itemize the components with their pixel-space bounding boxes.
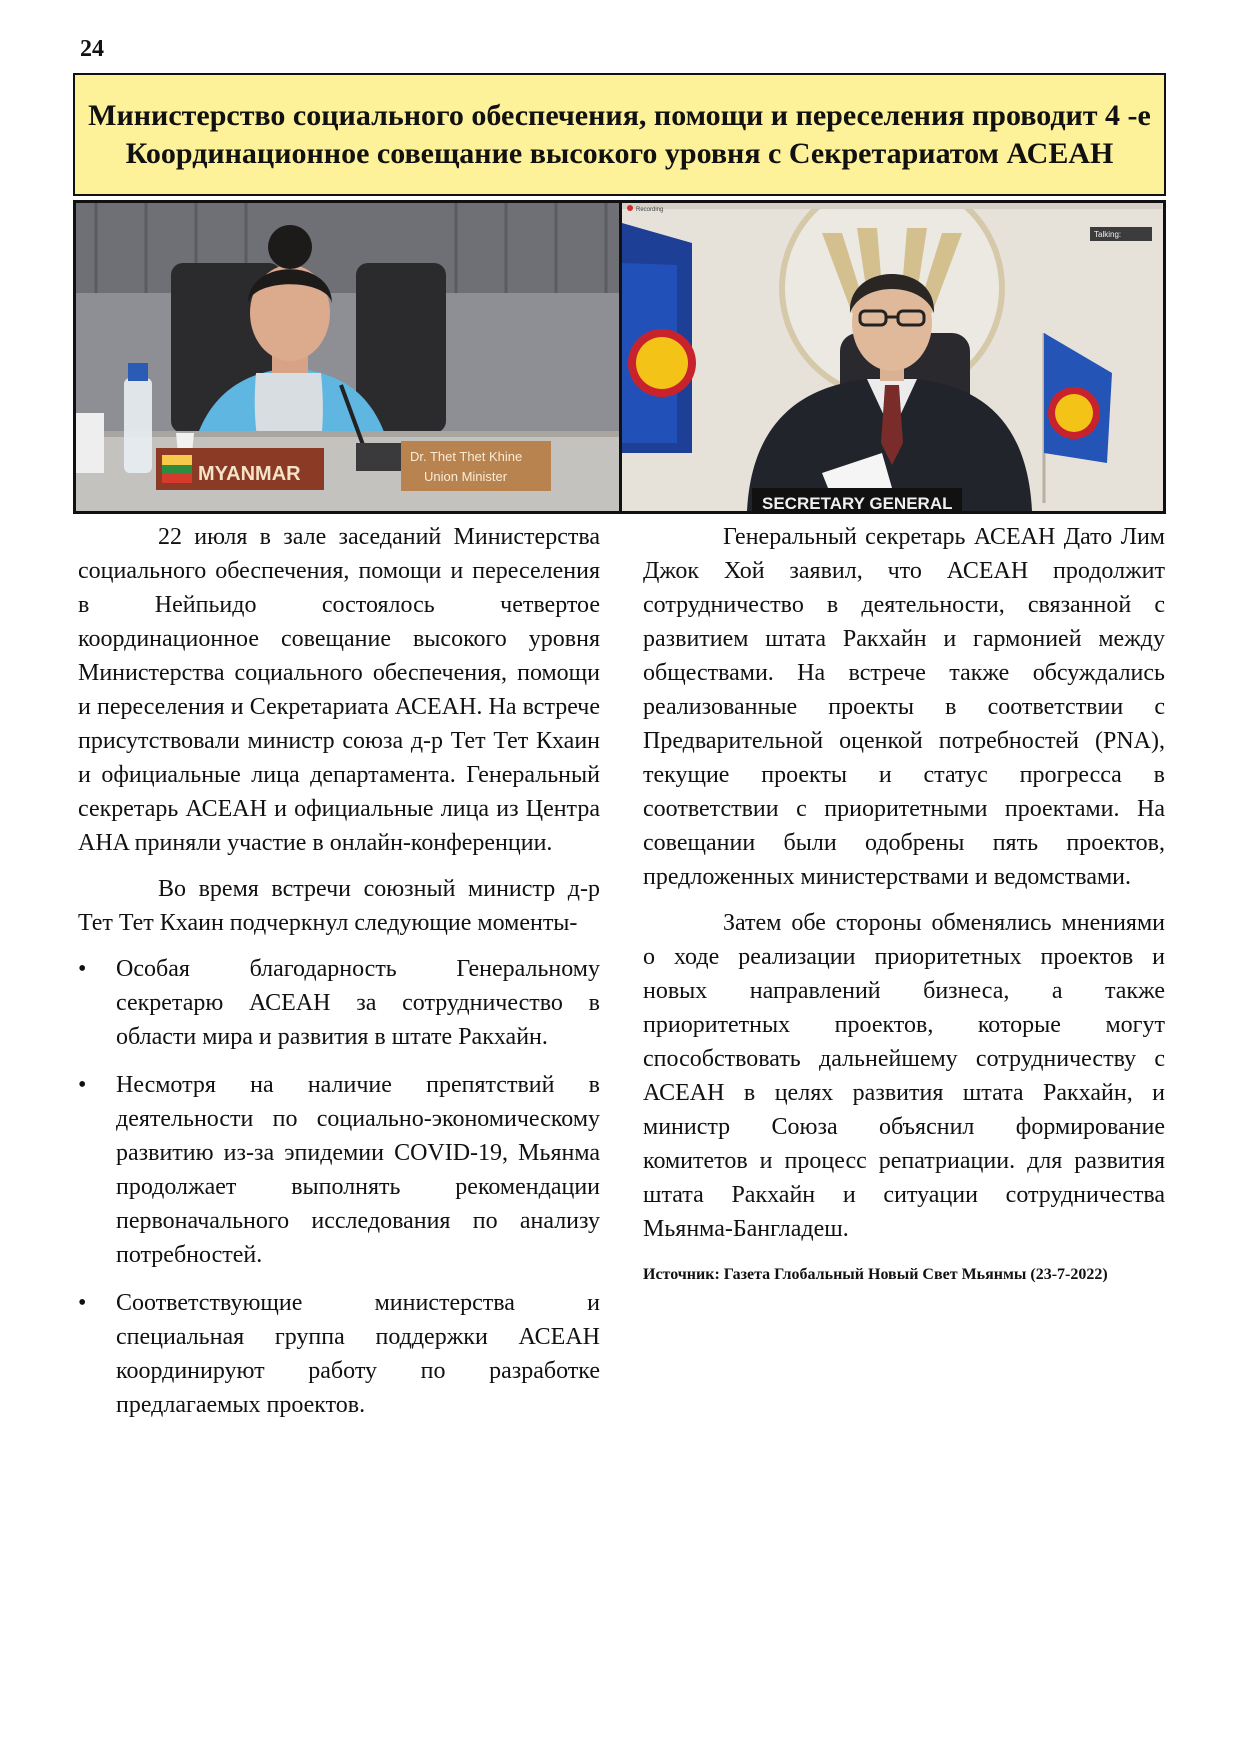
photo-union-minister <box>76 203 619 511</box>
name-plate-line2: Union Minister <box>424 469 508 484</box>
list-item-text: Особая благодарность Генеральному секретарю АСЕАН за сотрудничество в области мира и развития в штате Ракхайн. <box>116 956 600 1050</box>
list-item <box>78 1068 600 1272</box>
article-body <box>78 520 1165 1436</box>
source-citation: Источник: Газета Глобальный Новый Свет Мьянмы (23-7-2022) <box>643 1266 1108 1283</box>
left-column <box>78 520 600 1436</box>
sg-name-plate-text: SECRETARY GENERAL <box>761 494 952 511</box>
left-paragraph-2: Во время встречи союзный министр д-р Тет Тет Кхаин подчеркнул следующие моменты- <box>78 876 600 936</box>
bullet-icon: • <box>78 1072 87 1098</box>
right-paragraph-1: Генеральный секретарь АСЕАН Дато Лим Джок Хой заявил, что АСЕАН продолжит сотрудничество в деятельности, связанной с развитием штата Ракхайн и гармонией между обществами. На встрече также обсуждались реализованные проекты в соответствии с Предварительной оценкой потребностей (PNA), текущие проекты и статус прогресса в соответствии с приоритетными проектами. На совещании были одобрены пять проектов, предложенных министерствами и ведомствами. <box>643 524 1165 890</box>
name-plate-line1: Dr. Thet Thet Khine <box>410 449 523 464</box>
article-title: Министерство социального обеспечения, помощи и переселения проводит 4 -е Координационное совещание высокого уровня с Секретариатом АСЕАН <box>88 98 1151 170</box>
list-item <box>78 1286 600 1422</box>
list-item-text: Соответствующие министерства и специальная группа поддержки АСЕАН координируют работу по разработке предлагаемых проектов. <box>116 1290 600 1418</box>
page-number: 24 <box>80 36 104 62</box>
left-paragraph-1: 22 июля в зале заседаний Министерства социального обеспечения, помощи и переселения в Нейпьидо состоялось четвертое координационное совещание высокого уровня Министерства социального обеспечения, помощи и переселения и Секретариата АСЕАН. На встрече присутствовали министр союза д-р Тет Тет Кхаин и официальные лица департамента. Генеральный секретарь АСЕАН и официальные лица из Центра AHA приняли участие в онлайн-конференции. <box>78 524 600 856</box>
bullet-list <box>78 952 600 1422</box>
list-item <box>78 952 600 1054</box>
bullet-icon: • <box>78 1290 87 1316</box>
right-column <box>643 520 1165 1436</box>
recording-label: Recording <box>635 207 663 213</box>
country-plate-text: MYANMAR <box>198 463 301 485</box>
article-title-box <box>73 73 1166 196</box>
right-paragraph-2: Затем обе стороны обменялись мнениями о ходе реализации приоритетных проектов и новых направлений бизнеса, а также приоритетных проектов, которые могут способствовать дальнейшему сотрудничеству с АСЕАН в целях развития штата Ракхайн, и министр Союза объяснил формирование комитетов и процесс репатриации. для развития штата Ракхайн и ситуации сотрудничества Мьянма-Бангладеш. <box>643 910 1165 1242</box>
list-item-text: Несмотря на наличие препятствий в деятельности по социально-экономическому развитию из-за эпидемии COVID-19, Мьянма продолжает выполнять рекомендации первоначального исследования по анализу потребностей. <box>116 1072 600 1268</box>
talking-label: Talking: <box>1093 230 1121 239</box>
photo-collage <box>73 200 1166 514</box>
photo-secretary-general <box>619 203 1164 511</box>
bullet-icon: • <box>78 956 87 982</box>
